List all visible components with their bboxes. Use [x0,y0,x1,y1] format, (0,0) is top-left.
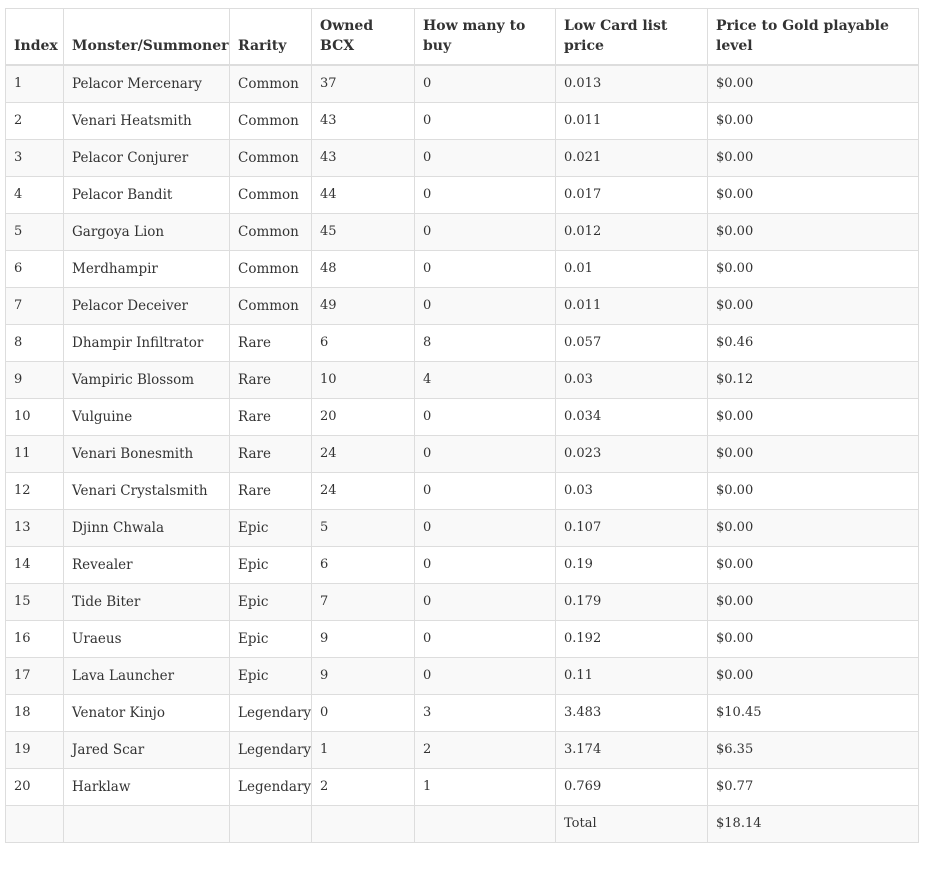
cell-gold-price: $0.00 [708,176,919,213]
cell-owned-bcx: 2 [312,768,415,805]
cell-gold-price: $0.00 [708,620,919,657]
cell-how-many-to-buy: 0 [415,65,556,103]
table-header [6,9,919,65]
cell-how-many-to-buy: 0 [415,435,556,472]
cell-owned-bcx: 0 [312,694,415,731]
cell-monster-name: Pelacor Bandit [64,176,230,213]
header-monster-summoner: Monster/Summoner [64,9,230,65]
cell-owned-bcx: 37 [312,65,415,103]
cell-gold-price: $0.00 [708,583,919,620]
cell-how-many-to-buy: 0 [415,213,556,250]
cell-rarity: Common [230,139,312,176]
cell-monster-name: Vulguine [64,398,230,435]
cell-owned-bcx: 6 [312,546,415,583]
table-row [6,583,919,620]
cell-low-card-price: 0.057 [556,324,708,361]
cell-monster-name: Dhampir Infiltrator [64,324,230,361]
cell-index: 9 [6,361,64,398]
cell-rarity: Epic [230,657,312,694]
cell-rarity: Legendary [230,731,312,768]
cell-monster-name: Revealer [64,546,230,583]
cell-gold-price: $0.00 [708,509,919,546]
cell-gold-price: $0.00 [708,472,919,509]
header-owned-bcx: Owned BCX [312,9,415,65]
cell-gold-price: $0.00 [708,546,919,583]
cell-how-many-to-buy: 0 [415,472,556,509]
cell-how-many-to-buy: 0 [415,398,556,435]
cell-owned-bcx: 44 [312,176,415,213]
table-row [6,731,919,768]
cell-monster-name: Jared Scar [64,731,230,768]
cell-gold-price: $0.00 [708,213,919,250]
cell-index: 3 [6,139,64,176]
cell-low-card-price: 0.021 [556,139,708,176]
cell-how-many-to-buy: 0 [415,509,556,546]
header-how-many-to-buy: How many to buy [415,9,556,65]
cell-rarity: Common [230,250,312,287]
cell-rarity: Legendary [230,768,312,805]
table-row [6,361,919,398]
cell-index: 6 [6,250,64,287]
cell-low-card-price: 3.483 [556,694,708,731]
cell-low-card-price: 0.03 [556,361,708,398]
cell-rarity: Epic [230,583,312,620]
cell-how-many-to-buy: 8 [415,324,556,361]
cell-index: 13 [6,509,64,546]
cell-index: 7 [6,287,64,324]
table-row [6,287,919,324]
cell-low-card-price: 0.023 [556,435,708,472]
cell-owned-bcx: 6 [312,324,415,361]
cell-owned-bcx: 9 [312,620,415,657]
card-price-table [5,8,919,843]
cell-index: 8 [6,324,64,361]
header-index: Index [6,9,64,65]
cell-index: 1 [6,65,64,103]
cell-how-many-to-buy: 0 [415,102,556,139]
cell-how-many-to-buy: 0 [415,620,556,657]
cell-gold-price: $6.35 [708,731,919,768]
cell-gold-price: $0.00 [708,250,919,287]
cell-rarity: Epic [230,509,312,546]
cell-owned-bcx: 43 [312,102,415,139]
cell-owned-bcx: 5 [312,509,415,546]
cell-gold-price: $0.00 [708,398,919,435]
cell-index: 19 [6,731,64,768]
cell-low-card-price: 0.011 [556,287,708,324]
table-row [6,657,919,694]
cell-owned-bcx: 10 [312,361,415,398]
table-row [6,250,919,287]
header-price-to-gold: Price to Gold playable level [708,9,919,65]
cell-low-card-price: 0.179 [556,583,708,620]
cell-low-card-price: 0.769 [556,768,708,805]
cell-rarity: Common [230,287,312,324]
table-row [6,65,919,103]
cell-how-many-to-buy: 0 [415,139,556,176]
cell-rarity: Rare [230,361,312,398]
table-row [6,398,919,435]
cell-owned-bcx: 7 [312,583,415,620]
cell-gold-price: $0.00 [708,102,919,139]
table-row [6,324,919,361]
cell-gold-price: $0.00 [708,657,919,694]
cell-how-many-to-buy: 0 [415,657,556,694]
cell-index: 16 [6,620,64,657]
cell-gold-price: $0.77 [708,768,919,805]
table-body [6,65,919,843]
cell-index: 5 [6,213,64,250]
cell-low-card-price: 0.19 [556,546,708,583]
cell-rarity: Rare [230,398,312,435]
cell-gold-price: $10.45 [708,694,919,731]
cell-low-card-price: 0.192 [556,620,708,657]
cell-index: 20 [6,768,64,805]
header-rarity: Rarity [230,9,312,65]
cell-rarity: Legendary [230,694,312,731]
cell-low-card-price: 0.017 [556,176,708,213]
cell-rarity: Epic [230,620,312,657]
cell-gold-price: $0.00 [708,139,919,176]
cell-owned-bcx: 20 [312,398,415,435]
cell-monster-name: Venari Bonesmith [64,435,230,472]
table-row [6,768,919,805]
cell-owned-bcx: 24 [312,472,415,509]
cell-monster-name: Venator Kinjo [64,694,230,731]
table-row [6,213,919,250]
header-low-card-list-price: Low Card list price [556,9,708,65]
cell-monster-name: Venari Crystalsmith [64,472,230,509]
cell-monster-name: Tide Biter [64,583,230,620]
cell-monster-name: Pelacor Deceiver [64,287,230,324]
cell-owned-bcx: 49 [312,287,415,324]
cell-low-card-price: 0.012 [556,213,708,250]
cell-index: 14 [6,546,64,583]
cell-low-card-price: Total [556,805,708,842]
cell-gold-price: $0.00 [708,65,919,103]
cell-low-card-price: 0.034 [556,398,708,435]
cell-monster-name: Merdhampir [64,250,230,287]
cell-rarity: Common [230,65,312,103]
table-row [6,472,919,509]
cell-gold-price: $0.00 [708,435,919,472]
table-container [5,8,919,843]
table-row [6,620,919,657]
cell-how-many-to-buy: 4 [415,361,556,398]
cell-owned-bcx: 9 [312,657,415,694]
table-row [6,435,919,472]
cell-how-many-to-buy: 0 [415,583,556,620]
cell-monster-name: Venari Heatsmith [64,102,230,139]
cell-rarity: Rare [230,435,312,472]
cell-index: 12 [6,472,64,509]
cell-how-many-to-buy: 0 [415,287,556,324]
cell-low-card-price: 0.013 [556,65,708,103]
cell-index: 4 [6,176,64,213]
cell-gold-price: $18.14 [708,805,919,842]
table-row [6,805,919,842]
cell-index: 18 [6,694,64,731]
cell-how-many-to-buy: 2 [415,731,556,768]
cell-monster-name: Pelacor Conjurer [64,139,230,176]
cell-rarity: Rare [230,472,312,509]
cell-monster-name: Lava Launcher [64,657,230,694]
cell-owned-bcx: 43 [312,139,415,176]
cell-owned-bcx: 24 [312,435,415,472]
table-row [6,176,919,213]
cell-rarity: Common [230,102,312,139]
cell-monster-name: Djinn Chwala [64,509,230,546]
table-row [6,139,919,176]
cell-rarity [230,805,312,842]
cell-how-many-to-buy: 0 [415,250,556,287]
header-row [6,9,919,65]
cell-index: 11 [6,435,64,472]
cell-rarity: Rare [230,324,312,361]
cell-owned-bcx: 45 [312,213,415,250]
cell-owned-bcx [312,805,415,842]
cell-how-many-to-buy: 0 [415,176,556,213]
cell-how-many-to-buy [415,805,556,842]
cell-how-many-to-buy: 1 [415,768,556,805]
cell-gold-price: $0.00 [708,287,919,324]
cell-gold-price: $0.46 [708,324,919,361]
cell-index: 15 [6,583,64,620]
cell-index: 2 [6,102,64,139]
cell-low-card-price: 0.03 [556,472,708,509]
cell-low-card-price: 3.174 [556,731,708,768]
cell-monster-name [64,805,230,842]
cell-monster-name: Uraeus [64,620,230,657]
table-row [6,102,919,139]
cell-low-card-price: 0.107 [556,509,708,546]
cell-rarity: Common [230,176,312,213]
cell-index: 17 [6,657,64,694]
cell-index [6,805,64,842]
cell-gold-price: $0.12 [708,361,919,398]
cell-how-many-to-buy: 0 [415,546,556,583]
cell-how-many-to-buy: 3 [415,694,556,731]
cell-monster-name: Pelacor Mercenary [64,65,230,103]
cell-index: 10 [6,398,64,435]
cell-monster-name: Gargoya Lion [64,213,230,250]
cell-monster-name: Harklaw [64,768,230,805]
cell-rarity: Common [230,213,312,250]
cell-low-card-price: 0.01 [556,250,708,287]
cell-low-card-price: 0.011 [556,102,708,139]
cell-owned-bcx: 48 [312,250,415,287]
table-row [6,694,919,731]
cell-low-card-price: 0.11 [556,657,708,694]
cell-monster-name: Vampiric Blossom [64,361,230,398]
table-row [6,509,919,546]
table-row [6,546,919,583]
cell-rarity: Epic [230,546,312,583]
cell-owned-bcx: 1 [312,731,415,768]
